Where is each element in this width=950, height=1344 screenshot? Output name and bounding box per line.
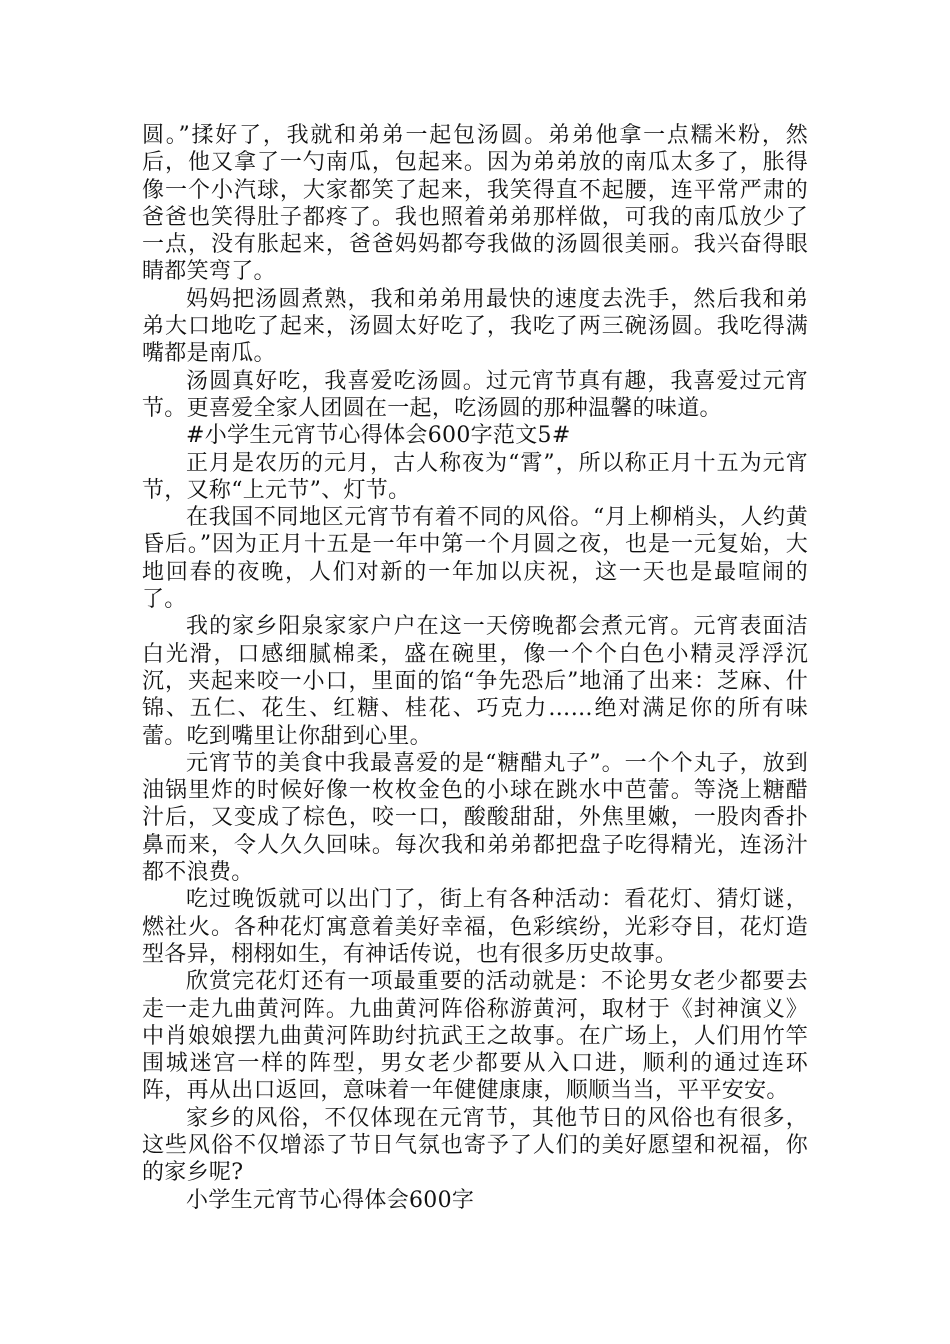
- closing-title: 小学生元宵节心得体会600字: [186, 1187, 475, 1213]
- paragraph-2: 妈妈把汤圆煮熟，我和弟弟用最快的速度去洗手，然后我和弟弟大口地吃了起来，汤圆太好吃了，我吃了两三碗汤圆。我吃得满嘴都是南瓜。: [142, 286, 808, 367]
- paragraph-5: 正月是农历的元月，古人称夜为“霄”，所以称正月十五为元宵节，又称“上元节”、灯节。: [142, 450, 808, 503]
- paragraph-3: 汤圆真好吃，我喜爱吃汤圆。过元宵节真有趣，我喜爱过元宵节。更喜爱全家人团圆在一起，吃汤圆的那种温馨的味道。: [142, 368, 808, 421]
- paragraph-9: 吃过晚饭就可以出门了，街上有各种活动：看花灯、猜灯谜，燃社火。各种花灯寓意着美好幸福，色彩缤纷，光彩夺目，花灯造型各异，栩栩如生，有神话传说，也有很多历史故事。: [142, 887, 808, 967]
- document-page: [142, 122, 808, 1214]
- paragraph-6: 在我国不同地区元宵节有着不同的风俗。“月上柳梢头，人约黄昏后。”因为正月十五是一年中第一个月圆之夜，也是一元复始，大地回春的夜晚，人们对新的一年加以庆祝，这一天也是最喧闹的了。: [142, 505, 808, 613]
- paragraph-7: 我的家乡阳泉家家户户在这一天傍晚都会煮元宵。元宵表面洁白光滑，口感细腻棉柔，盛在碗里，像一个个白色小精灵浮浮沉沉，夹起来咬一小口，里面的馅“争先恐后”地涌了出来：芝麻、什锦、五仁、花生、红糖、桂花、巧克力……绝对满足你的所有味蕾。吃到嘴里让你甜到心里。: [142, 614, 808, 749]
- paragraph-11: 家乡的风俗，不仅体现在元宵节，其他节日的风俗也有很多，这些风俗不仅增添了节日气氛也寄予了人们的美好愿望和祝福，你的家乡呢?: [142, 1105, 808, 1186]
- paragraph-8: 元宵节的美食中我最喜爱的是“糖醋丸子”。一个个丸子，放到油锅里炸的时候好像一枚枚金色的小球在跳水中芭蕾。等浇上糖醋汁后，又变成了棕色，咬一口，酸酸甜甜，外焦里嫩，一股肉香扑鼻而来，令人久久回味。每次我和弟弟都把盘子吃得精光，连汤汁都不浪费。: [142, 750, 808, 886]
- paragraph-1: 圆。”揉好了，我就和弟弟一起包汤圆。弟弟他拿一点糯米粉，然后，他又拿了一勺南瓜，包起来。因为弟弟放的南瓜太多了，胀得像一个小汽球，大家都笑了起来，我笑得直不起腰，连平常严肃的爸爸也笑得肚子都疼了。我也照着弟弟那样做，可我的南瓜放少了一点，没有胀起来，爸爸妈妈都夸我做的汤圆很美丽。我兴奋得眼睛都笑弯了。: [142, 123, 808, 285]
- paragraph-10: 欣赏完花灯还有一项最重要的活动就是：不论男女老少都要去走一走九曲黄河阵。九曲黄河阵俗称游黄河，取材于《封神演义》中肖娘娘摆九曲黄河阵助纣抗武王之故事。在广场上，人们用竹竿围城迷宫一样的阵型，男女老少都要从入口进，顺利的通过连环阵，再从出口返回，意味着一年健健康康，顺顺当当，平平安安。: [142, 969, 808, 1104]
- section-heading: #小学生元宵节心得体会600字范文5#: [186, 423, 571, 449]
